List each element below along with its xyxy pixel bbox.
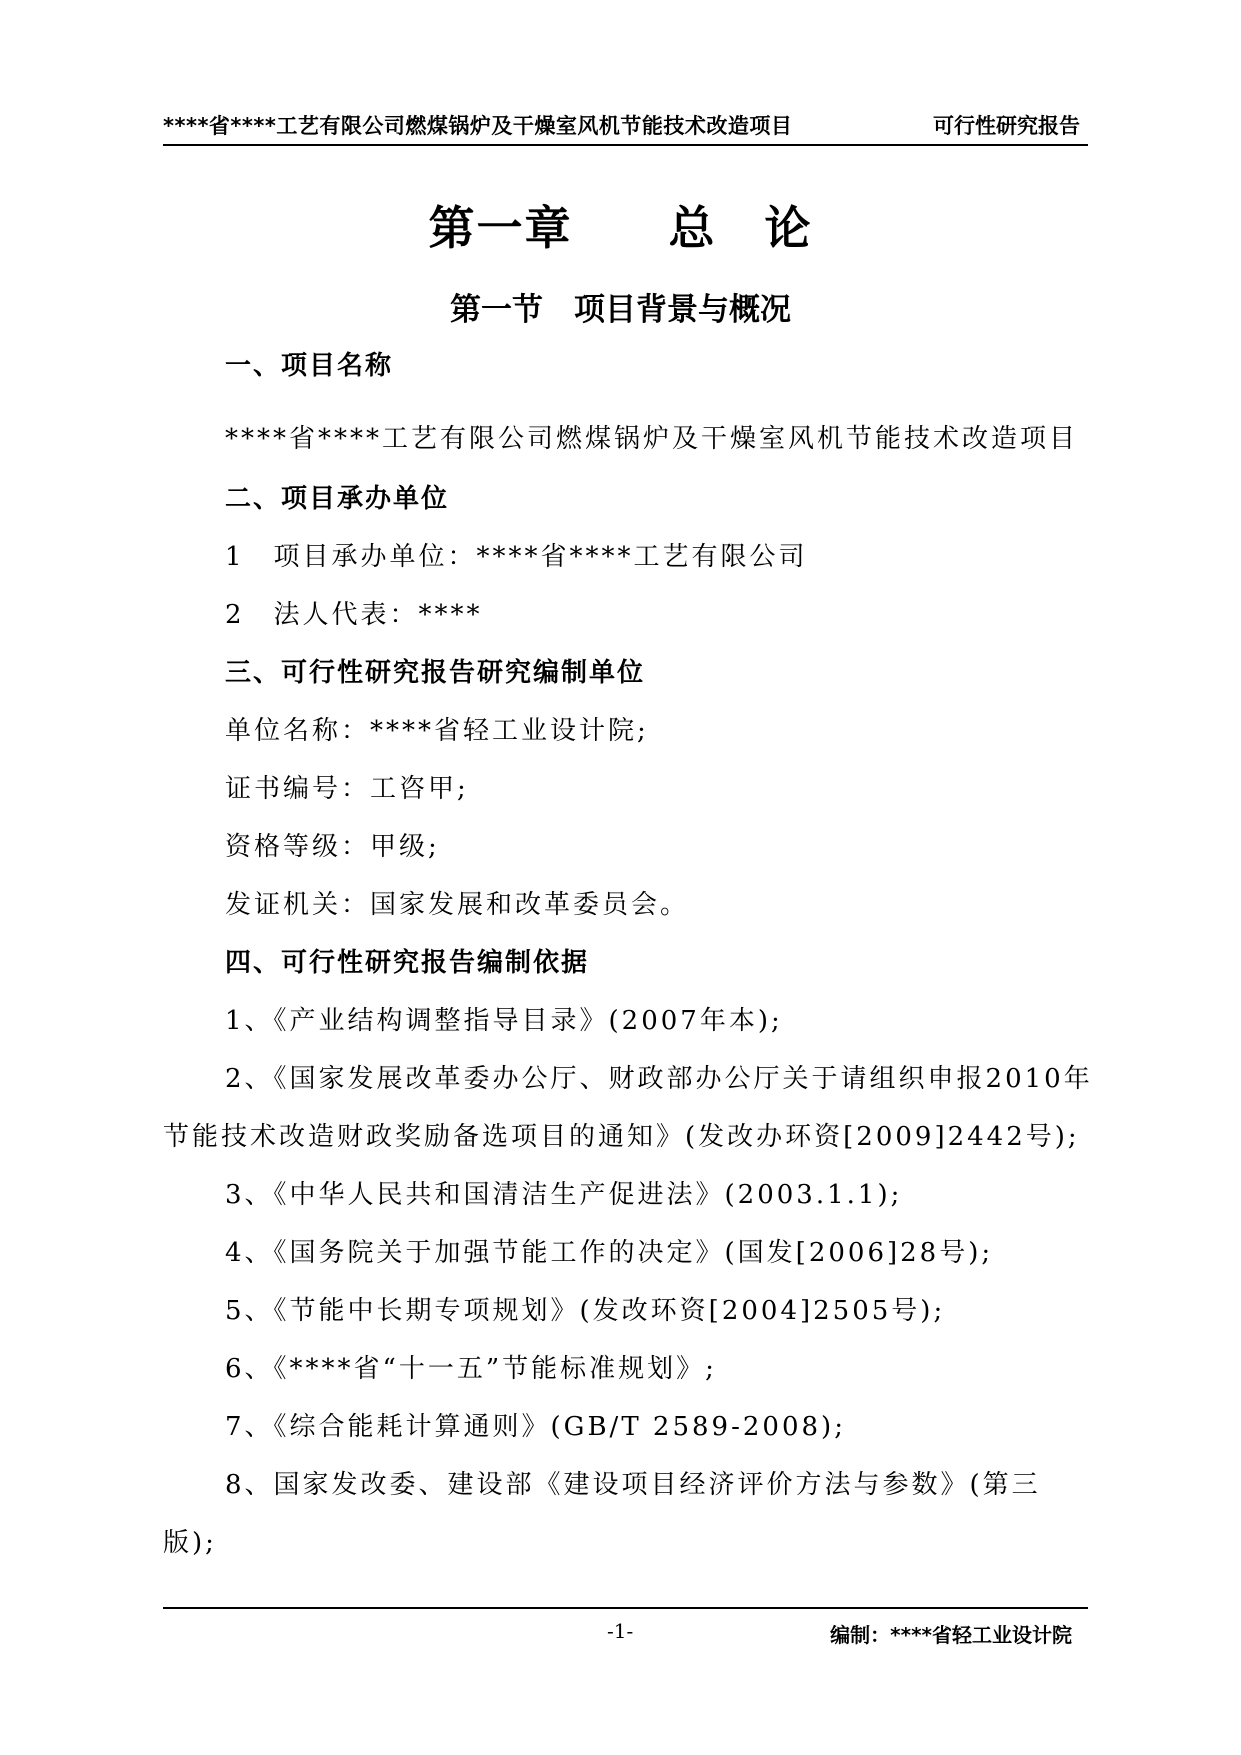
- header-report-type: 可行性研究报告: [933, 114, 1080, 138]
- reference-item-4: 4、《国务院关于加强节能工作的决定》(国发[2006]28号);: [225, 1238, 994, 1268]
- reference-item-2-line2: 节能技术改造财政奖励备选项目的通知》(发改办环资[2009]2442号);: [163, 1122, 1080, 1152]
- page-footer: [163, 1607, 1088, 1649]
- issuing-authority-text: 发证机关：国家发展和改革委员会。: [225, 890, 690, 920]
- heading-project-name: 一、项目名称: [225, 351, 394, 381]
- undertaking-unit-item: 1 项目承办单位：****省****工艺有限公司: [225, 542, 808, 572]
- certificate-number-text: 证书编号：工咨甲;: [225, 774, 469, 804]
- reference-item-8-line1: 8、国家发改委、建设部《建设项目经济评价方法与参数》(第三: [225, 1470, 1041, 1500]
- reference-item-2-line1: 2、《国家发展改革委办公厅、财政部办公厅关于请组织申报2010年: [225, 1064, 1093, 1094]
- footer-compiler: 编制：****省轻工业设计院: [830, 1623, 1072, 1647]
- legal-representative-item: 2 法人代表：****: [225, 600, 483, 630]
- chapter-title: 第一章 总 论: [428, 201, 813, 255]
- page-number: -1-: [607, 1619, 634, 1643]
- page-header: [163, 104, 1088, 146]
- heading-compiling-unit: 三、可行性研究报告研究编制单位: [225, 658, 646, 688]
- qualification-grade-text: 资格等级：甲级;: [225, 832, 440, 862]
- section-title: 第一节 项目背景与概况: [450, 292, 791, 328]
- reference-item-5: 5、《节能中长期专项规划》(发改环资[2004]2505号);: [225, 1296, 946, 1326]
- reference-item-8-line2: 版);: [163, 1528, 217, 1558]
- header-project-title: ****省****工艺有限公司燃煤锅炉及干燥室风机节能技术改造项目: [163, 114, 793, 138]
- reference-item-1: 1、《产业结构调整指导目录》(2007年本);: [225, 1006, 783, 1036]
- reference-item-3: 3、《中华人民共和国清洁生产促进法》(2003.1.1);: [225, 1180, 903, 1210]
- heading-undertaking-unit: 二、项目承办单位: [225, 484, 450, 514]
- project-name-text: ****省****工艺有限公司燃煤锅炉及干燥室风机节能技术改造项目: [225, 424, 1079, 454]
- reference-item-7: 7、《综合能耗计算通则》(GB/T 2589-2008);: [225, 1412, 846, 1442]
- reference-item-6: 6、《****省“十一五”节能标准规划》;: [225, 1354, 717, 1384]
- heading-compilation-basis: 四、可行性研究报告编制依据: [225, 948, 590, 978]
- unit-name-text: 单位名称：****省轻工业设计院;: [225, 716, 649, 746]
